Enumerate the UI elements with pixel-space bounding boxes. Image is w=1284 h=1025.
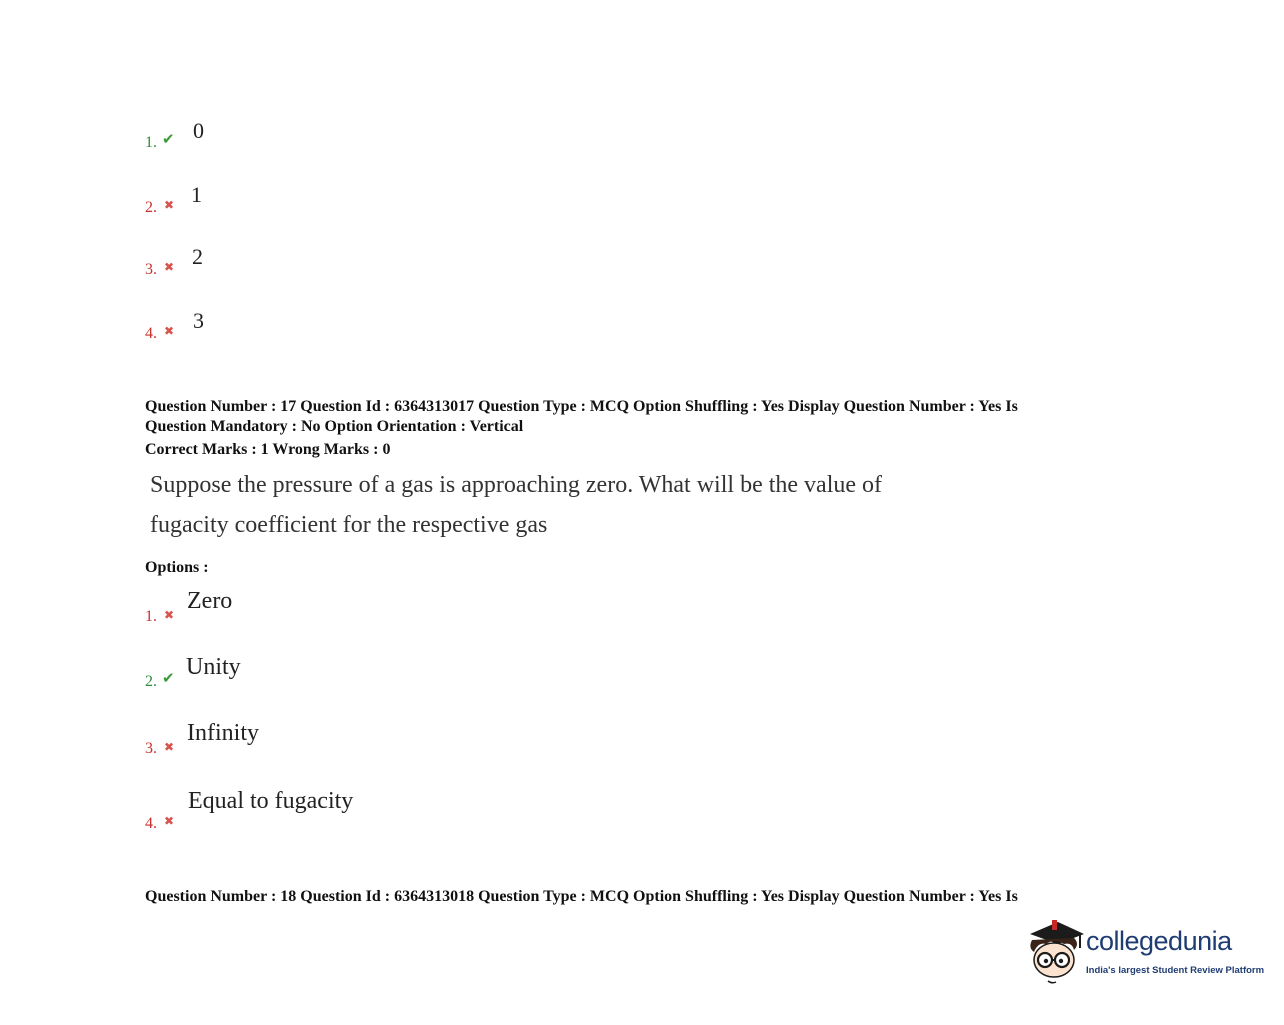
options-label: Options : [145,559,209,576]
option-number: 4. [145,325,157,342]
option-text: Zero [187,588,233,614]
option-text: 1 [191,182,202,207]
option-4 [145,788,745,832]
option-3 [145,720,745,760]
option-1 [145,588,745,628]
question-meta-line: Question Mandatory : No Option Orientation : Vertical [145,418,524,435]
question-text-line: fugacity coefficient for the respective gas [150,512,548,538]
question-text-line: Suppose the pressure of a gas is approaching zero. What will be the value of [150,472,882,498]
prev-option-4 [145,308,745,348]
cross-icon: ✖ [164,814,175,828]
logo-tagline: India's largest Student Review Platform [1086,965,1265,976]
option-number: 1. [145,608,157,625]
cross-icon: ✖ [164,260,175,274]
option-text: 0 [193,118,204,143]
collegedunia-logo [1024,918,1264,990]
question-meta-line: Question Number : 17 Question Id : 6364313017 Question Type : MCQ Option Shuffling : Yes Display Question Number : Yes Is [145,398,1018,415]
cross-icon: ✖ [164,198,175,212]
prev-option-1 [145,118,745,158]
option-number: 3. [145,740,157,757]
cross-icon: ✖ [164,324,175,338]
option-number: 2. [145,199,157,216]
question-marks: Correct Marks : 1 Wrong Marks : 0 [145,441,391,458]
prev-option-2 [145,182,745,222]
option-number: 4. [145,815,157,832]
check-icon: ✔ [162,669,175,687]
prev-option-3 [145,244,745,284]
option-number: 3. [145,261,157,278]
option-text: Infinity [187,720,259,746]
option-text: Unity [186,654,241,680]
option-text: 2 [192,244,203,269]
check-icon: ✔ [162,130,175,148]
logo-name: collegedunia [1086,926,1232,956]
question-meta-line: Question Number : 18 Question Id : 6364313018 Question Type : MCQ Option Shuffling : Yes Display Question Number : Yes Is [145,888,1018,905]
option-number: 1. [145,134,157,151]
cross-icon: ✖ [164,608,175,622]
option-2 [145,654,745,694]
option-number: 2. [145,673,157,690]
mascot-icon [1024,918,1086,990]
option-text: Equal to fugacity [188,788,354,814]
option-text: 3 [193,308,204,333]
cross-icon: ✖ [164,740,175,754]
